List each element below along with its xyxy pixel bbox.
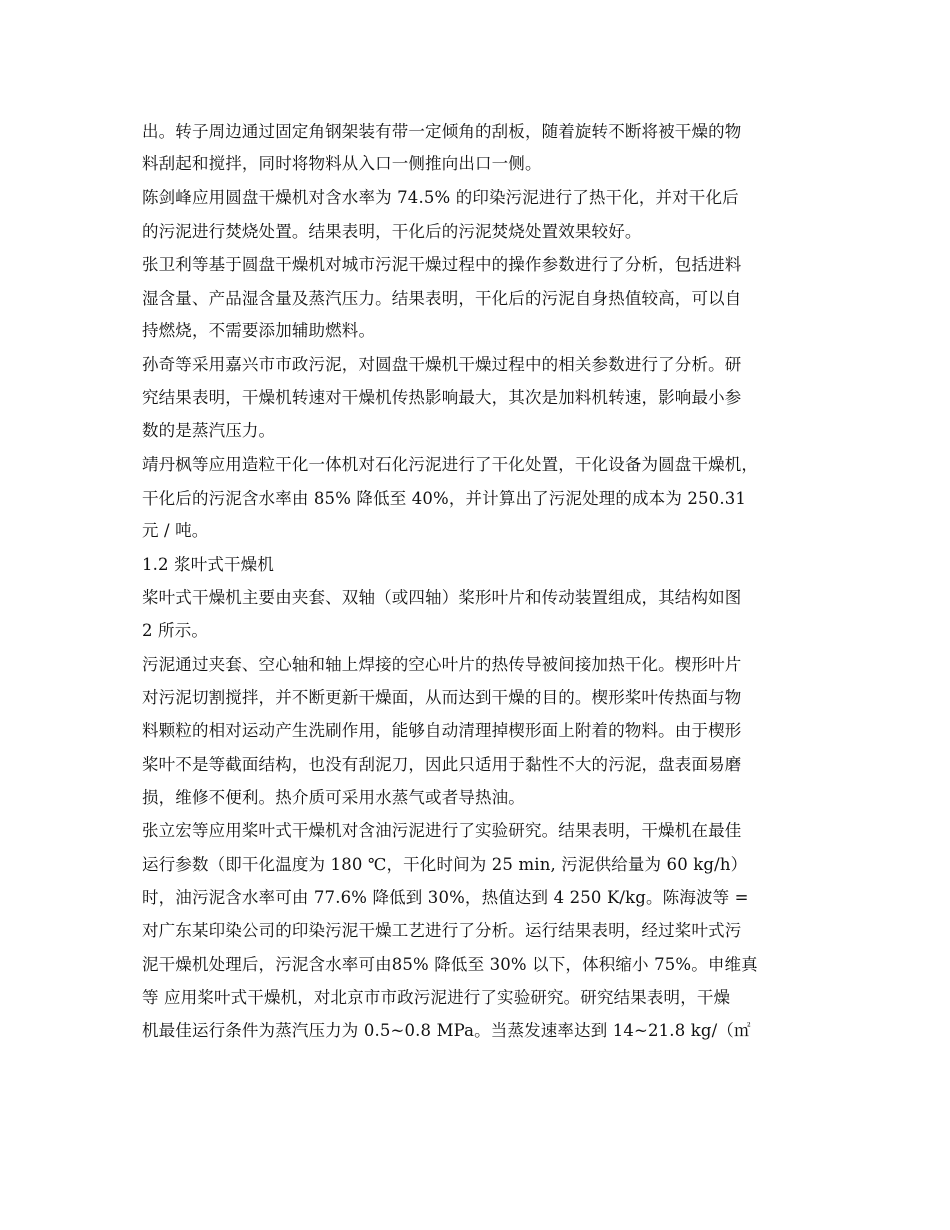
- text-line: 运行参数（即干化温度为 180 ℃，干化时间为 25 min, 污泥供给量为 60 kg/h）: [142, 855, 748, 874]
- text-line: 孙奇等采用嘉兴市市政污泥，对圆盘干燥机干燥过程中的相关参数进行了分析。研: [142, 355, 742, 374]
- text-line: 陈剑峰应用圆盘干燥机对含水率为 74.5% 的印染污泥进行了热干化，并对干化后: [142, 188, 739, 207]
- text-line: 桨叶不是等截面结构，也没有刮泥刀，因此只适用于黏性不大的污泥，盘表面易磨: [142, 755, 742, 774]
- section-heading: 1.2 浆叶式干燥机: [142, 555, 274, 574]
- text-line: 张立宏等应用桨叶式干燥机对含油污泥进行了实验研究。结果表明，干燥机在最佳: [142, 821, 742, 840]
- text-line: 料颗粒的相对运动产生洗刷作用，能够自动清理掉楔形面上附着的物料。由于楔形: [142, 721, 742, 740]
- text-line: 出。转子周边通过固定角钢架装有带一定倾角的刮板，随着旋转不断将被干燥的物: [142, 122, 742, 141]
- text-line: 持燃烧，不需要添加辅助燃料。: [142, 321, 376, 340]
- text-line: 张卫利等基于圆盘干燥机对城市污泥干燥过程中的操作参数进行了分析，包括进料: [142, 255, 742, 274]
- text-line: 机最佳运行条件为蒸汽压力为 0.5~0.8 MPa。当蒸发速率达到 14~21.8 kg/（㎡: [142, 1021, 751, 1040]
- text-line: 究结果表明，干燥机转速对干燥机传热影响最大，其次是加料机转速，影响最小参: [142, 388, 742, 407]
- text-line: 2 所示。: [142, 621, 208, 640]
- text-line: 对污泥切割搅拌，并不断更新干燥面，从而达到干燥的目的。楔形桨叶传热面与物: [142, 688, 742, 707]
- text-line: 湿含量、产品湿含量及蒸汽压力。结果表明，干化后的污泥自身热值较高，可以自: [142, 289, 742, 308]
- text-line: 泥干燥机处理后，污泥含水率可由85% 降低至 30% 以下，体积缩小 75%。申维真: [142, 955, 758, 974]
- text-line: 干化后的污泥含水率由 85% 降低至 40%，并计算出了污泥处理的成本为 250.31: [142, 489, 747, 508]
- text-line: 损，维修不便利。热介质可采用水蒸气或者导热油。: [142, 788, 525, 807]
- text-line: 对广东某印染公司的印染污泥干燥工艺进行了分析。运行结果表明，经过桨叶式污: [142, 921, 742, 940]
- text-line: 时，油污泥含水率可由 77.6% 降低到 30%，热值达到 4 250 K/kg。陈海波等 =: [142, 888, 749, 907]
- text-line: 的污泥进行焚烧处置。结果表明，干化后的污泥焚烧处置效果较好。: [142, 222, 642, 241]
- text-line: 数的是蒸汽压力。: [142, 421, 276, 440]
- text-line: 靖丹枫等应用造粒干化一体机对石化污泥进行了干化处置，干化设备为圆盘干燥机，: [142, 455, 759, 474]
- text-line: 等 应用桨叶式干燥机，对北京市市政污泥进行了实验研究。研究结果表明，干燥: [142, 988, 731, 1007]
- text-line: 污泥通过夹套、空心轴和轴上焊接的空心叶片的热传导被间接加热干化。楔形叶片: [142, 655, 742, 674]
- text-line: 桨叶式干燥机主要由夹套、双轴（或四轴）桨形叶片和传动装置组成，其结构如图: [142, 588, 742, 607]
- text-line: 元 / 吨。: [142, 521, 209, 540]
- text-line: 料刮起和搅拌，同时将物料从入口一侧推向出口一侧。: [142, 154, 542, 173]
